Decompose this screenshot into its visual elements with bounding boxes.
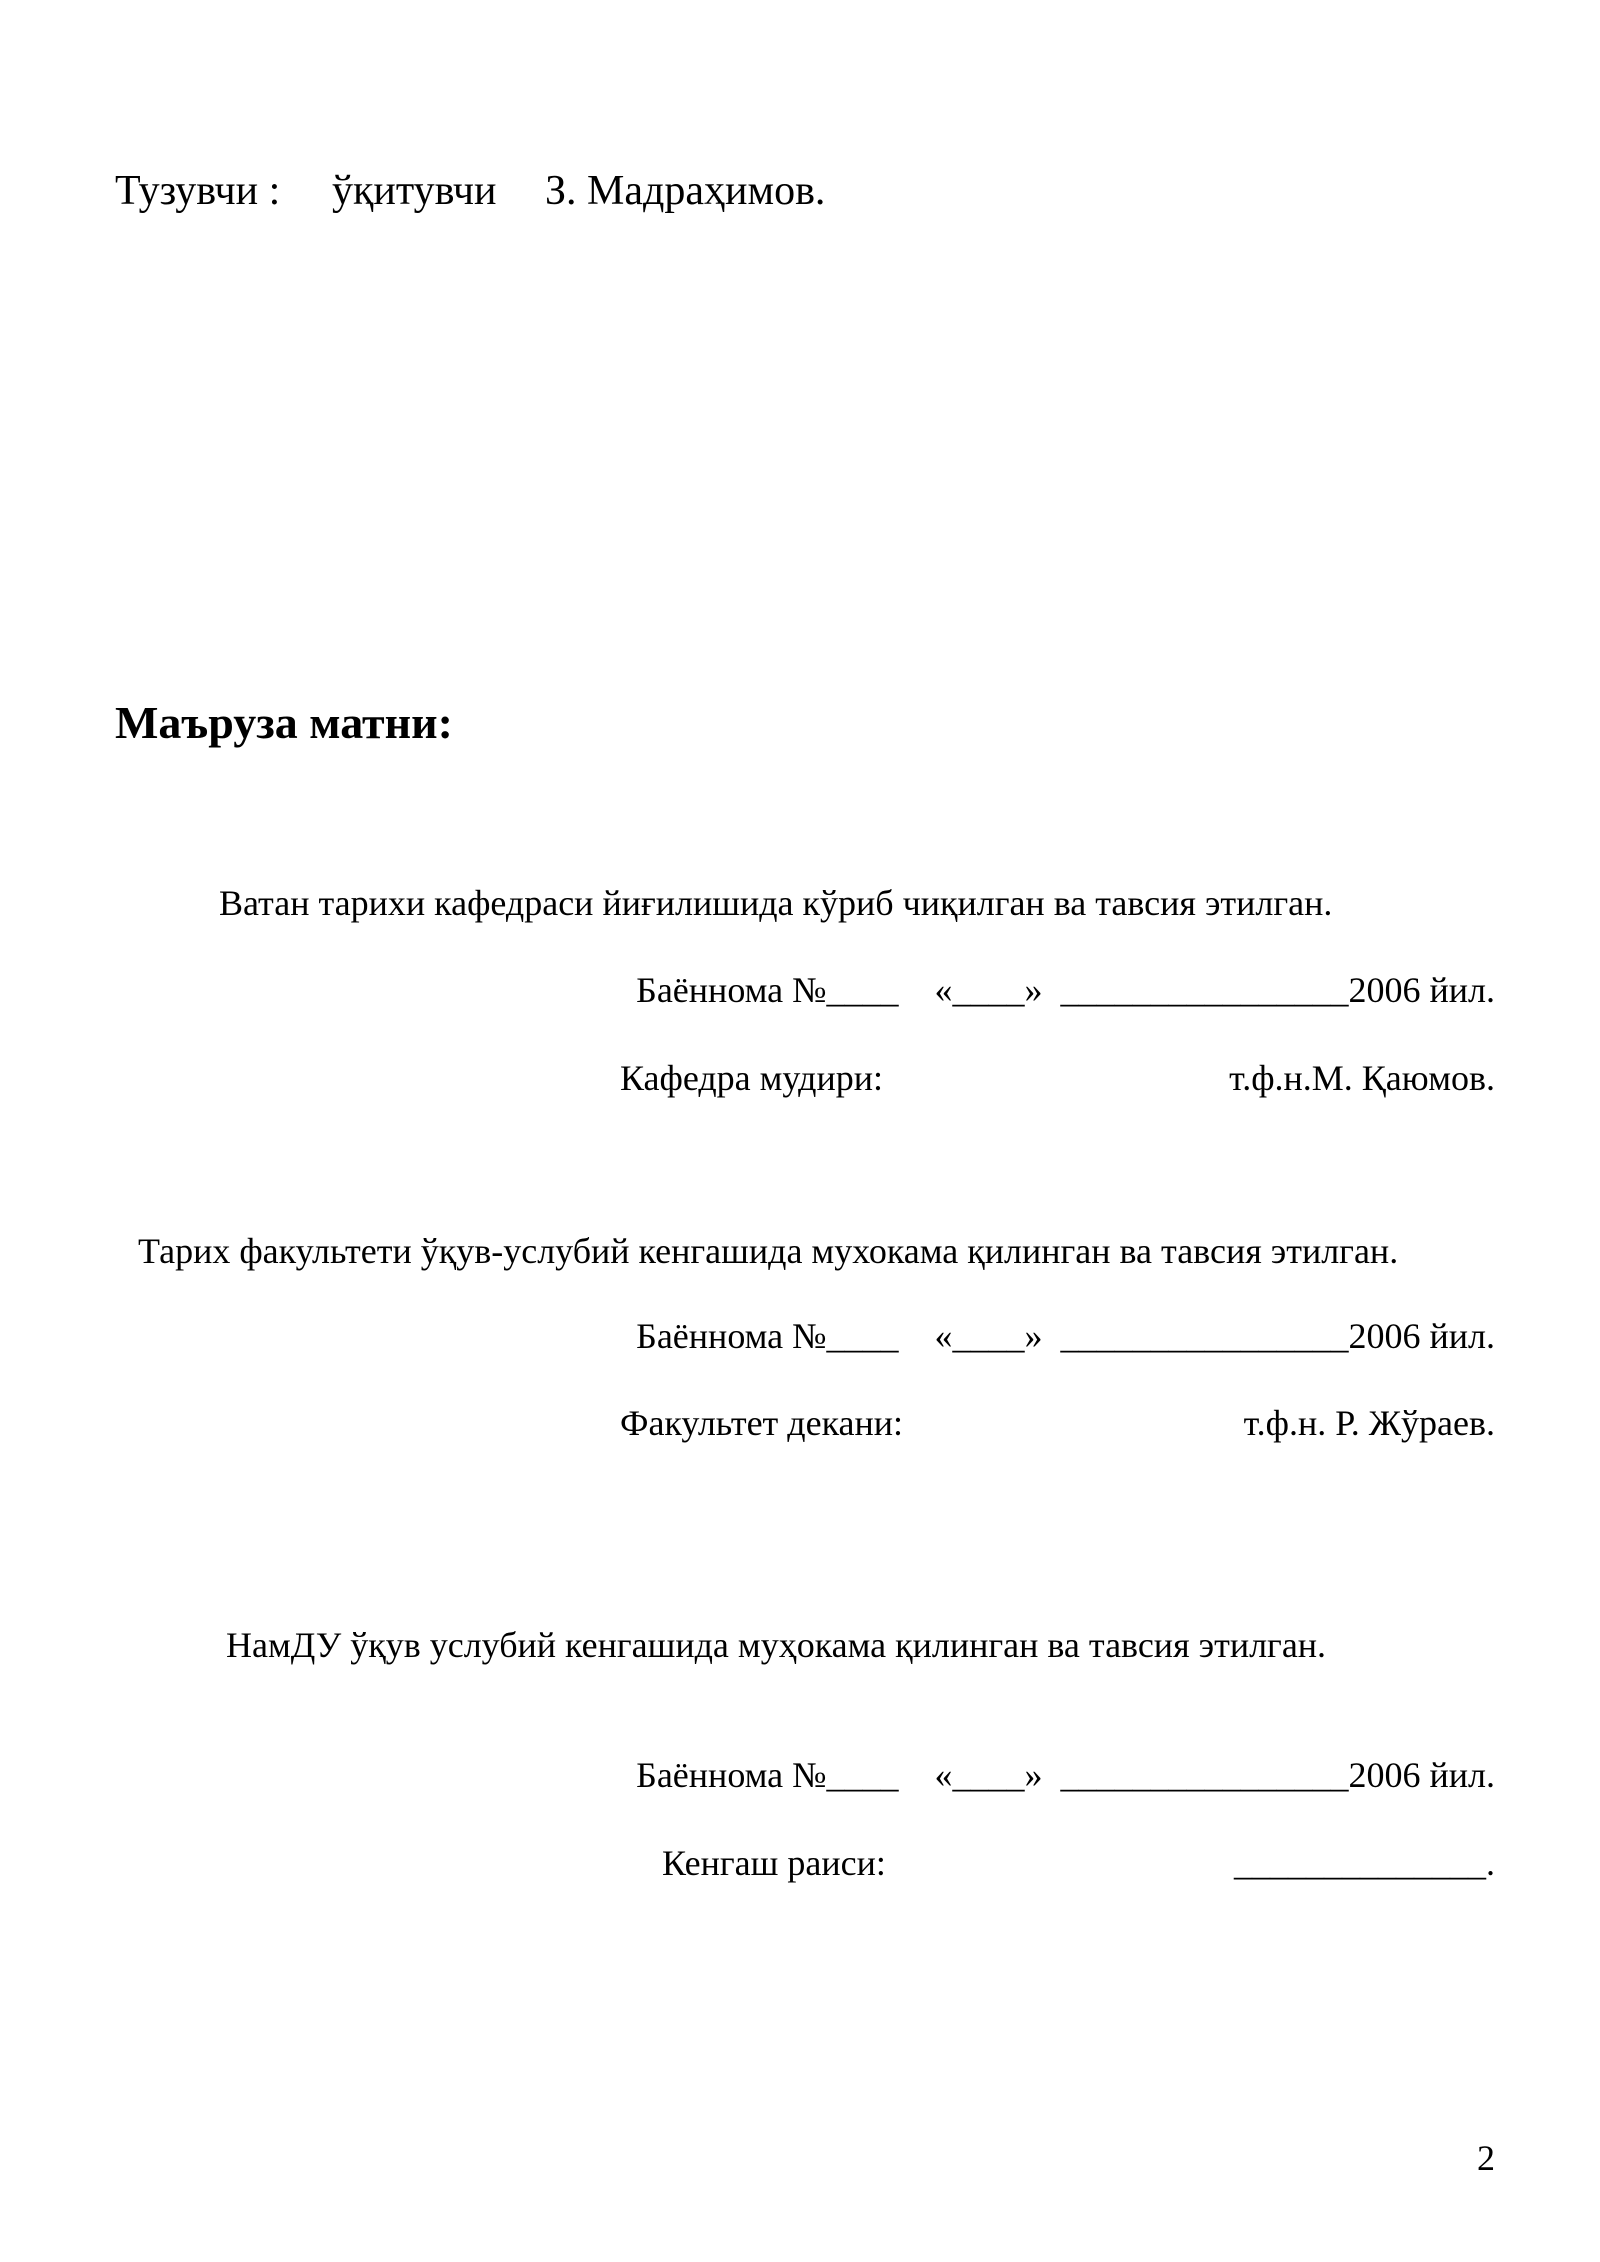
page-number: 2 — [1477, 2138, 1495, 2178]
author-name: З. Мадраҳимов. — [545, 168, 826, 214]
lecture-text-heading: Маъруза матни: — [115, 697, 453, 748]
section-2-signer-role: Факультет декани: — [620, 1403, 904, 1443]
section-3-protocol-line: Баённома №____ «____» ________________2006 йил. — [636, 1755, 1495, 1795]
author-label: Тузувчи : — [115, 168, 281, 214]
section-3-signer-role: Кенгаш раиси: — [662, 1843, 886, 1883]
section-1-signer-role: Кафедра мудири: — [620, 1058, 884, 1098]
section-2-signer-name: т.ф.н. Р. Жўраев. — [1243, 1403, 1495, 1443]
section-3-approval-text: НамДУ ўқув услубий кенгашида муҳокама қилинган ва тавсия этилган. — [226, 1625, 1327, 1665]
author-position: ўқитувчи — [332, 168, 497, 214]
section-1-approval-text: Ватан тарихи кафедраси йиғилишида кўриб чиқилган ва тавсия этилган. — [219, 883, 1333, 923]
section-1-protocol-line: Баённома №____ «____» ________________2006 йил. — [636, 970, 1495, 1010]
section-3-signer-name: ______________. — [1234, 1843, 1495, 1883]
section-1-signer-name: т.ф.н.М. Қаюмов. — [1229, 1058, 1495, 1098]
section-2-approval-text: Тарих факультети ўқув-услубий кенгашида мухокама қилинган ва тавсия этилган. — [138, 1231, 1399, 1271]
section-2-protocol-line: Баённома №____ «____» ________________2006 йил. — [636, 1316, 1495, 1356]
